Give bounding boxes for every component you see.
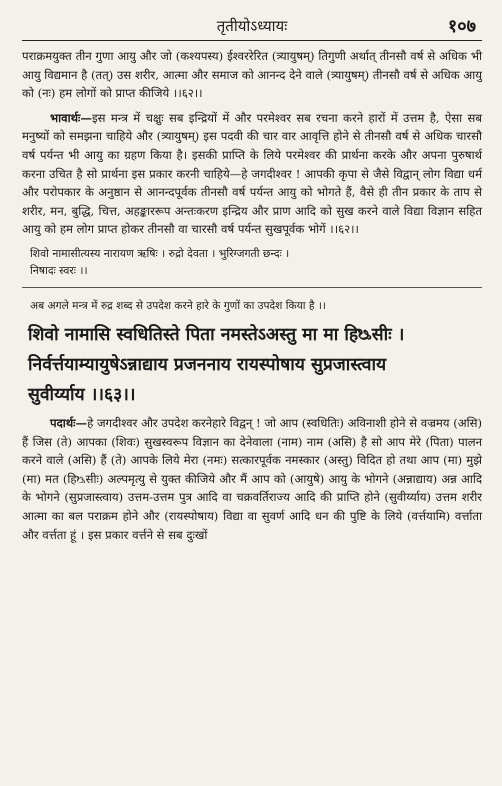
mantra-meta <box>30 245 482 279</box>
bhavarth-label: भावार्थः— <box>50 110 92 125</box>
bhavarth-text: इस मन्त्र में चक्षुः सब इन्द्रियों में और परमेश्वर सब रचना करने हारों में उत्तम है, ऐसा सब मनुष्यों को समझना चाहिये और (त्र्यायुषम्) इस पदवी की चार वार आवृत्ति होने से तीनसौ वर्ष से अधिक चारसौ वर्ष पर्यन्त भी आयु का ग्रहण किया है। इसकी प्राप्ति के लिये परमेश्वर की प्रार्थना करके और अपना पुरुषार्थ करना उचित है सो प्रार्थना इस प्रकार करनी चाहिये—हे जगदीश्वर ! आपकी कृपा से जैसे विद्वान् लोग विद्या धर्म और परोपकार के अनुष्ठान से आनन्दपूर्वक तीनसौ वर्ष पर्यन्त आयु को भोगते हैं, वैसे ही तीन प्रकार के ताप से शरीर, मन, बुद्धि, चित्त, अहङ्काररूप अन्तःकरण इन्द्रिय और प्राण आदि को सुख करने वाले विद्या विज्ञान सहित आयु को हम लोग प्राप्त होकर तीनसौ वा चारसौ वर्ष पर्यन्त सुखपूर्वक भोगें ।।६२।। <box>22 110 482 237</box>
continued-paragraph: पराक्रमयुक्त तीन गुणा आयु और जो (कश्यपस्य) ईश्वररेरित (त्र्यायुषम्) तिगुणी अर्थात् तीनसौ वर्ष से अधिक भी आयु विद्यमान है (तत्) उस शरीर, आत्मा और समाज को आनन्द देने वाले (त्र्यायुषम्) तीनसौ वर्ष से अधिक आयु को (नः) हम लोगों को प्राप्त कीजिये ।।६२।। <box>22 49 482 101</box>
mantra-verse <box>28 320 482 410</box>
mantra-line3: सुवीर्य्याय ।।६३।। <box>28 384 136 405</box>
padarth-text: हे जगदीश्वर और उपदेश करनेहारे विद्वन् ! जो आप (स्वधितिः) अविनाशी होने से वज्रमय (असि) हैं जिस (ते) आपका (शिवः) सुखस्वरूप विज्ञान का देनेवाला (नाम) नाम (असि) है सो आप मेरे (पिता) पालन करने वाले (असि) हैं (ते) आपके लिये मेरा (नमः) सत्कारपूर्वक नमस्कार (अस्तु) विदित हो तथा आप (मा) मुझे (मा) मत (हिᳬसीः) अल्पमृत्यु से युक्त कीजिये और मैं आप को (आयुषे) आयु के भोगने (अन्नाद्याय) अन्न आदि के भोगने (सुप्रजास्त्वाय) उत्तम-उत्तम पुत्र आदि वा चक्रवर्तिराज्य आदि की प्राप्ति होने (सुवीर्य्याय) उत्तम शरीर आत्मा का बल पराक्रम होने और (रायस्पोषाय) विद्या वा सुवर्ण आदि धन की पुष्टि के लिये (वर्त्तयामि) वर्त्ताता और वर्त्तता हूं । इस प्रकार वर्त्तने से सब दुःखों <box>22 415 482 542</box>
bhavarth-paragraph <box>22 109 482 239</box>
padarth-label: पदार्थः— <box>50 415 88 430</box>
mantra-line1: शिवो नामासि स्वधितिस्ते पिता नमस्तेऽअस्तु मा मा हिᳬसीः । <box>28 324 405 345</box>
mantra-meta-line2: निषादः स्वरः ।। <box>30 263 88 277</box>
mantra-meta-line1: शिवो नामासीत्यस्य नारायण ऋषिः । रुद्रो देवता । भुरिग्जगती छन्दः । <box>30 246 290 260</box>
page-number: १०७ <box>447 16 476 37</box>
mantra-intro: अब अगले मन्त्र में रुद्र शब्द से उपदेश करने हारे के गुणों का उपदेश किया है ।। <box>30 299 326 312</box>
padarth-paragraph <box>22 414 482 544</box>
section-divider <box>22 287 482 288</box>
mantra-line2: निर्वर्त्तयाम्यायुषेऽन्नाद्याय प्रजननाय रायस्पोषाय सुप्रजास्त्वाय <box>28 354 387 375</box>
header-rule <box>22 40 482 41</box>
page-header <box>22 6 482 40</box>
running-title: तृतीयोऽध्यायः <box>216 17 288 35</box>
